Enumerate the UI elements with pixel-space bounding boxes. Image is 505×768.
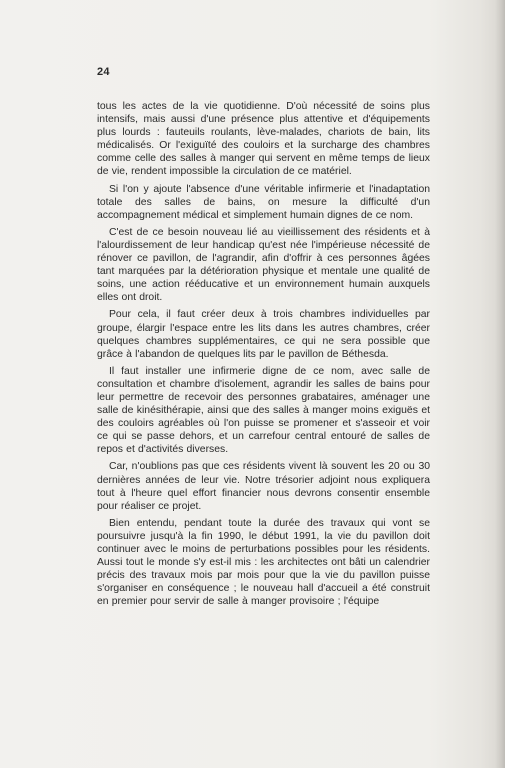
body-text xyxy=(97,100,430,612)
paragraph: tous les actes de la vie quotidienne. D'où nécessité de soins plus intensifs, mais aussi d'une présence plus attentive et d'équipements plus lourds : fauteuils roulants, lève-malades, chariots de bain, lits médicalisés. Or l'exiguïté des couloirs et la surcharge des chambres comme celle des salles à manger qui servent en même temps de lieux de vie, rendent impossible la circulation de ce matériel. xyxy=(97,101,430,178)
page-edge-shadow xyxy=(495,0,505,768)
page-number: 24 xyxy=(97,66,110,78)
paragraph: Pour cela, il faut créer deux à trois chambres individuelles par groupe, élargir l'espace entre les lits dans les autres chambres, créer quelques chambres supplémentaires, ce qui ne sera possible que grâce à l'abandon de quelques lits par le pavillon de Béthesda. xyxy=(97,309,430,360)
paragraph: Bien entendu, pendant toute la durée des travaux qui vont se poursuivre jusqu'à la fin 1990, le début 1991, la vie du pavillon doit continuer avec le moins de perturbations possibles pour les résidents. Aussi tout le monde s'y est-il mis : les architectes ont bâti un calendrier précis des travaux mois par mois pour que la vie du pavillon puisse s'organiser en conséquence ; le nouveau hall d'accueil a été construit en premier pour servir de salle à manger provisoire ; l'équipe xyxy=(97,517,430,608)
paragraph: C'est de ce besoin nouveau lié au vieillissement des résidents et à l'alourdissement de leur handicap qu'est née l'impérieuse nécessité de rénover ce pavillon, de l'agrandir, afin d'offrir à ces personnes âgées tant marquées par la détérioration physique et mentale une qualité de soins, une action rééducative et un environnement humain auxquels elles ont droit. xyxy=(97,226,430,304)
paragraph: Il faut installer une infirmerie digne de ce nom, avec salle de consultation et chambre d'isolement, agrandir les salles de bains pour leur permettre de recevoir des personnes grabataires, aménager une salle de kinésithérapie, ainsi que des salles à manger moins exiguës et des couloirs agréables où l'on puisse se promener et s'asseoir et voir ce qui se passe dehors, et un carrefour central entouré de salles de repos et d'activités diverses. xyxy=(97,365,430,456)
paragraph: Si l'on y ajoute l'absence d'une véritable infirmerie et l'inadaptation totale des salles de bains, on mesure la difficulté d'un accompagnement médical et simplement humain dignes de ce nom. xyxy=(97,183,430,221)
paragraph: Car, n'oublions pas que ces résidents vivent là souvent les 20 ou 30 dernières années de leur vie. Notre trésorier adjoint nous expliquera tout à l'heure quel effort financier nous devrons consentir ensemble pour réaliser ce projet. xyxy=(97,461,430,512)
